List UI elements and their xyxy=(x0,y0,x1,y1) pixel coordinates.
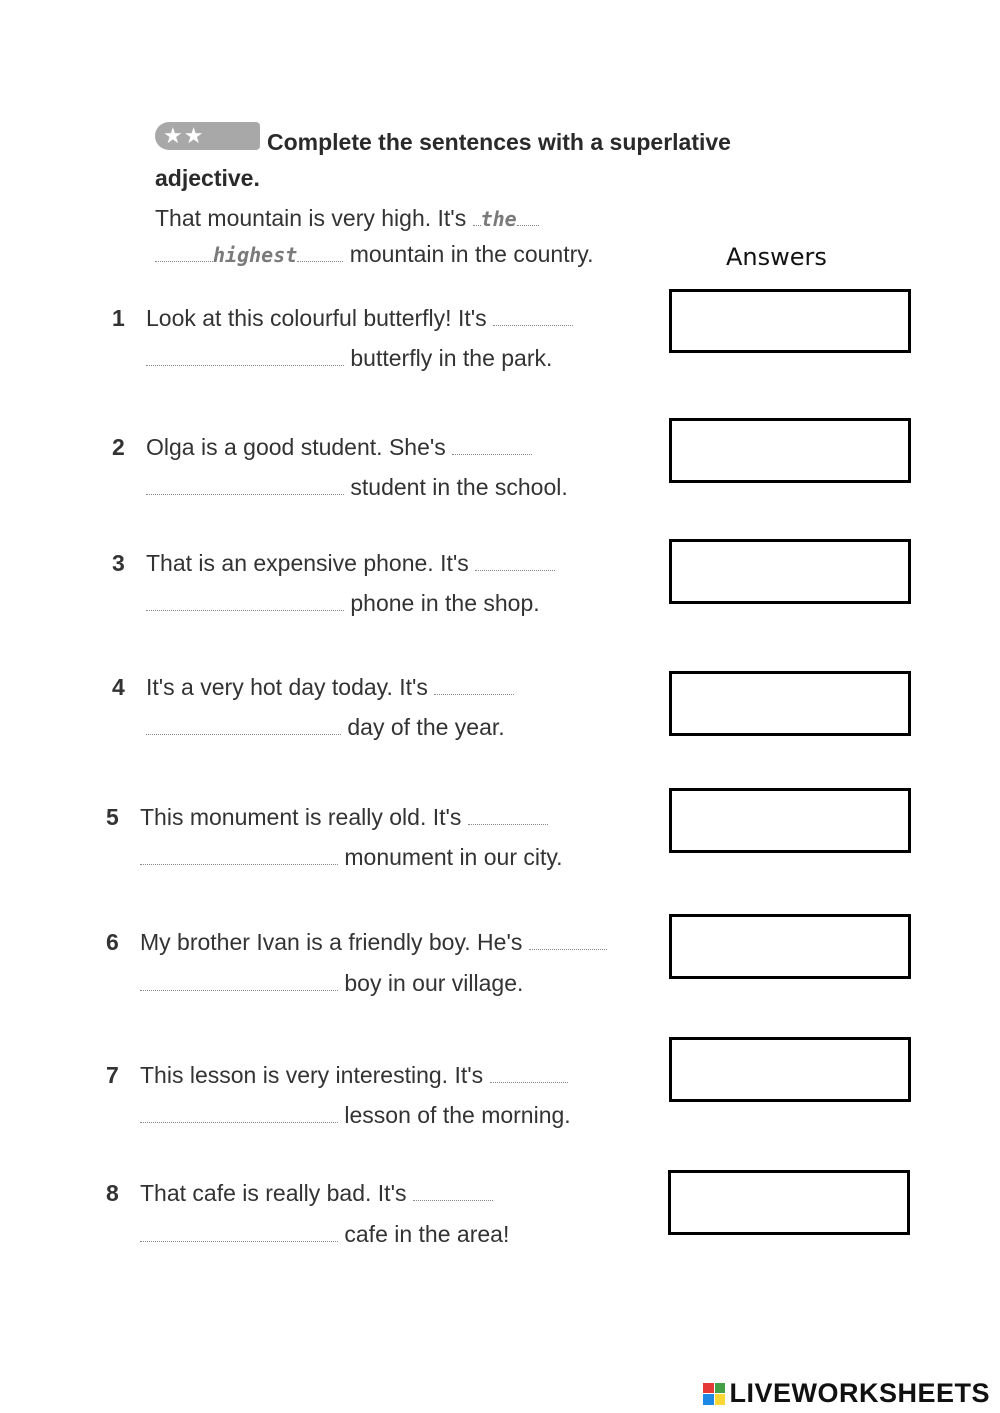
item-number: 1 xyxy=(112,305,125,331)
answer-input-7[interactable] xyxy=(669,1037,911,1102)
item-number: 2 xyxy=(112,434,125,460)
answer-input-4[interactable] xyxy=(669,671,911,736)
item-number: 5 xyxy=(106,804,119,830)
item-line-1: This lesson is very interesting. It's xyxy=(140,1060,568,1090)
answer-input-2[interactable] xyxy=(669,418,911,483)
answer-input-5[interactable] xyxy=(669,788,911,853)
item-line-2: cafe in the area! xyxy=(140,1219,509,1249)
item-number: 3 xyxy=(112,550,125,576)
item-line-2: day of the year. xyxy=(146,712,505,742)
item-line-2: boy in our village. xyxy=(140,968,523,998)
item-line-2: phone in the shop. xyxy=(146,588,540,618)
example-line-1 xyxy=(155,200,539,237)
example-filled-the: the xyxy=(480,207,517,231)
logo-icon xyxy=(703,1383,725,1405)
logo-text: LIVEWORKSHEETS xyxy=(729,1378,990,1408)
item-line-2: butterfly in the park. xyxy=(146,343,552,373)
item-line-2: lesson of the morning. xyxy=(140,1100,571,1130)
answer-input-3[interactable] xyxy=(669,539,911,604)
liveworksheets-logo xyxy=(703,1378,990,1409)
example-filled-highest: highest xyxy=(213,243,298,267)
difficulty-stars-icon: ★★ xyxy=(155,122,260,150)
item-line-1: That cafe is really bad. It's xyxy=(140,1178,493,1208)
item-number: 7 xyxy=(106,1062,119,1088)
item-line-1: My brother Ivan is a friendly boy. He's xyxy=(140,927,607,957)
answer-input-6[interactable] xyxy=(669,914,911,979)
item-line-1: Olga is a good student. She's xyxy=(146,432,532,462)
item-line-1: That is an expensive phone. It's xyxy=(146,548,555,578)
example-part2: mountain in the country. xyxy=(349,241,594,267)
item-line-1: It's a very hot day today. It's xyxy=(146,672,514,702)
item-number: 6 xyxy=(106,929,119,955)
instruction-heading xyxy=(155,124,795,196)
example-part1: That mountain is very high. It's xyxy=(155,205,467,231)
example-line-2 xyxy=(155,236,593,273)
instruction-text: Complete the sentences with a superlative adjective. xyxy=(155,129,731,191)
item-line-2: monument in our city. xyxy=(140,842,563,872)
answer-input-1[interactable] xyxy=(669,289,911,353)
item-number: 8 xyxy=(106,1180,119,1206)
item-number: 4 xyxy=(112,674,125,700)
answers-title: Answers xyxy=(726,243,827,271)
item-line-1: Look at this colourful butterfly! It's xyxy=(146,303,573,333)
answer-input-8[interactable] xyxy=(668,1170,910,1235)
item-line-2: student in the school. xyxy=(146,472,568,502)
item-line-1: This monument is really old. It's xyxy=(140,802,548,832)
